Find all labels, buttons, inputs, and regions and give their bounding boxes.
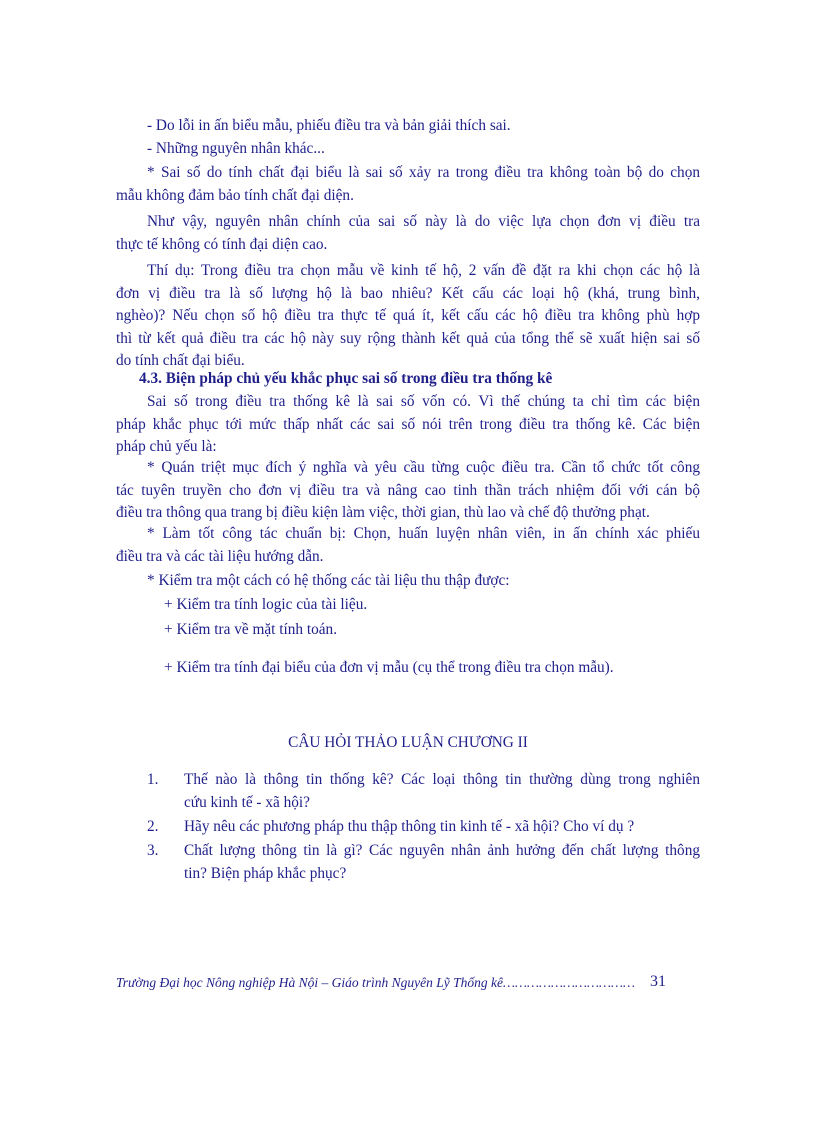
- text-line: thì từ kết quả điều tra các hộ này suy rộng thành kết quả của tổng thể sẽ xuất hiện sai số: [116, 329, 700, 347]
- section-heading: 4.3. Biện pháp chủ yếu khắc phục sai số trong điều tra thống kê: [139, 370, 553, 387]
- text-line: mẫu không đảm bảo tính chất đại diện.: [116, 186, 354, 204]
- bullet-item: + Kiểm tra tính logic của tài liệu.: [164, 596, 368, 613]
- question-number: 1.: [147, 771, 159, 788]
- question-text: [184, 816, 700, 839]
- text-line: tin? Biện pháp khắc phục?: [184, 864, 347, 882]
- paragraph: [116, 523, 700, 568]
- text-line: thực tế không có tính đại diện cao.: [116, 235, 328, 253]
- text-line: pháp khắc phục tới mức thấp nhất các sai số nói trên trong điều tra thống kê. Các biện: [116, 415, 700, 433]
- page-number: 31: [650, 973, 666, 990]
- text-line: * Quán triệt mục đích ý nghĩa và yêu cầu từng cuộc điều tra. Cần tổ chức tốt công: [147, 459, 700, 476]
- text-line: Thế nào là thông tin thống kê? Các loại thông tin thường dùng trong nghiên: [184, 771, 700, 788]
- text-line: nghèo)? Nếu chọn số hộ điều tra thực tế quá ít, kết cấu các hộ điều tra không phù hợp: [116, 307, 700, 324]
- text-line: điều tra và các tài liệu hướng dẫn.: [116, 547, 324, 565]
- question-text: [184, 840, 700, 885]
- footer-text: Trường Đại học Nông nghiệp Hà Nội – Giáo trình Nguyên Lỹ Thống kê……………………………: [116, 975, 635, 990]
- paragraph: [116, 391, 700, 459]
- paragraph: [116, 211, 700, 256]
- text-line: - Do lỗi in ấn biểu mẫu, phiếu điều tra và bản giải thích sai.: [147, 117, 511, 134]
- text-line: * Kiểm tra một cách có hệ thống các tài liệu thu thập được:: [147, 572, 510, 589]
- text-line: * Sai số do tính chất đại biểu là sai số xảy ra trong điều tra không toàn bộ do chọn: [147, 164, 700, 181]
- text-line: tác tuyên truyền cho đơn vị điều tra và nâng cao tinh thần trách nhiệm đối với cán bộ: [116, 481, 700, 499]
- question-number: 2.: [147, 818, 159, 835]
- text-line: Như vậy, nguyên nhân chính của sai số này là do việc lựa chọn đơn vị điều tra: [147, 213, 700, 230]
- paragraph: [116, 457, 700, 525]
- bullet-item: + Kiểm tra về mặt tính toán.: [164, 621, 338, 638]
- text-line: điều tra thông qua trang bị điều kiện làm việc, thời gian, thù lao và chế độ thưởng phạt.: [116, 504, 650, 521]
- paragraph: [116, 162, 700, 207]
- text-line: * Làm tốt công tác chuẩn bị: Chọn, huấn luyện nhân viên, in ấn chính xác phiếu: [147, 525, 700, 542]
- bullet-item: + Kiểm tra tính đại biểu của đơn vị mẫu (cụ thể trong điều tra chọn mẫu).: [164, 659, 614, 676]
- text-line: Sai số trong điều tra thống kê là sai số vốn có. Vì thế chúng ta chỉ tìm các biện: [147, 393, 700, 410]
- text-line: Chất lượng thông tin là gì? Các nguyên nhân ảnh hưởng đến chất lượng thông: [184, 842, 700, 859]
- questions-title: CÂU HỎI THẢO LUẬN CHƯƠNG II: [288, 734, 528, 751]
- text-line: do tính chất đại biểu.: [116, 352, 245, 369]
- text-line: Hãy nêu các phương pháp thu thập thông tin kinh tế - xã hội? Cho ví dụ ?: [184, 818, 635, 835]
- question-number: 3.: [147, 842, 159, 859]
- text-line: pháp chủ yếu là:: [116, 438, 217, 455]
- question-text: [184, 769, 700, 814]
- text-line: - Những nguyên nhân khác...: [147, 140, 325, 157]
- text-line: đơn vị điều tra là số lượng hộ là bao nhiêu? Kết cấu các loại hộ (khá, trung bình,: [116, 284, 700, 302]
- text-line: Thí dụ: Trong điều tra chọn mẫu về kinh tế hộ, 2 vấn đề đặt ra khi chọn các hộ là: [147, 262, 700, 279]
- text-line: cứu kinh tế - xã hội?: [184, 793, 310, 811]
- paragraph: [116, 260, 700, 373]
